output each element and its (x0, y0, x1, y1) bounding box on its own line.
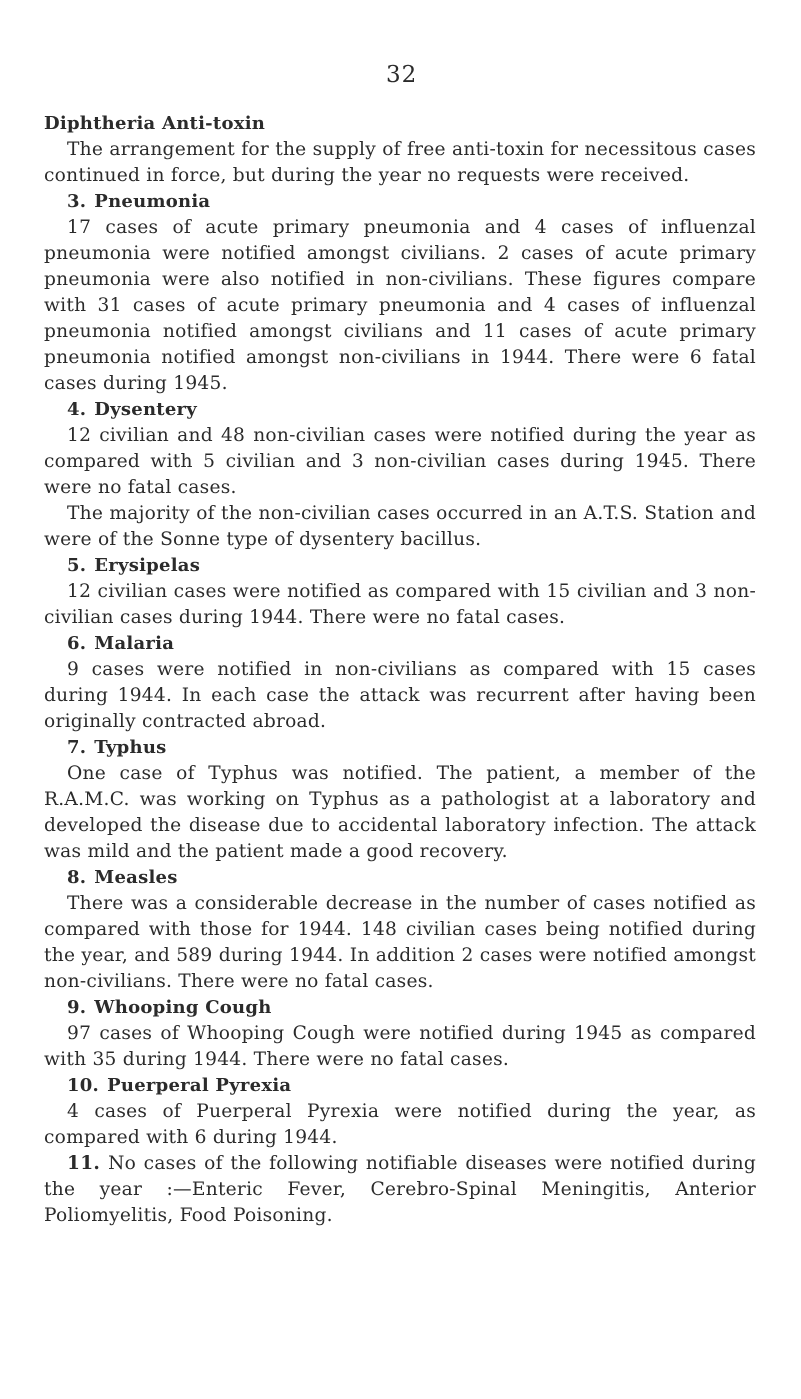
section-heading-puerperal-pyrexia (67, 1073, 756, 1099)
section-heading-pneumonia (67, 189, 756, 215)
section-heading-malaria (67, 631, 756, 657)
section-number: 3. (67, 191, 87, 212)
paragraph-text: No cases of the following notifiable diseases were notified during the year :—Enteric Fever, Cerebro-Spinal Meningitis, Anterior Poliomyelitis, Food Poisoning. (44, 1153, 756, 1226)
paragraph-erysipelas: 12 civilian cases were notified as compared with 15 civilian and 3 non-civilian cases during 1944. There were no fatal cases. (44, 581, 756, 628)
section-title: Whooping Cough (94, 997, 272, 1018)
paragraph-dysentery-1: 12 civilian and 48 non-civilian cases were notified during the year as compared with 5 civilian and 3 non-civilian cases during 1945. There were no fatal cases. (44, 425, 756, 498)
section-number: 8. (67, 867, 87, 888)
report-body (44, 111, 756, 1229)
section-number: 11. (67, 1153, 101, 1174)
section-number: 10. (67, 1075, 100, 1096)
section-title: Typhus (94, 737, 167, 758)
section-title: Erysipelas (94, 555, 201, 576)
section-title: Malaria (94, 633, 175, 654)
section-number: 9. (67, 997, 87, 1018)
section-number: 7. (67, 737, 87, 758)
paragraph-pneumonia: 17 cases of acute primary pneumonia and 4 cases of influenzal pneumonia were notified amongst civilians. 2 cases of acute primary pneumonia were also notified in non-civilians. These figures compare with 31 cases of acute primary pneumonia and 4 cases of influenzal pneumonia notified amongst civilians and 11 cases of acute primary pneumonia notified amongst non-civilians in 1944. There were 6 fatal cases during 1945. (44, 217, 756, 394)
section-heading-dysentery (67, 397, 756, 423)
paragraph-other-diseases (44, 1151, 756, 1229)
section-heading-whooping-cough (67, 995, 756, 1021)
section-number: 4. (67, 399, 87, 420)
section-title: Puerperal Pyrexia (107, 1075, 292, 1096)
paragraph-diphtheria: The arrangement for the supply of free anti-toxin for necessitous cases continued in force, but during the year no requests were received. (44, 139, 756, 186)
paragraph-typhus: One case of Typhus was notified. The patient, a member of the R.A.M.C. was working on Typhus as a pathologist at a laboratory and developed the disease due to accidental laboratory infection. The attack was mild and the patient made a good recovery. (44, 763, 756, 862)
section-heading-typhus (67, 735, 756, 761)
paragraph-malaria: 9 cases were notified in non-civilians as compared with 15 cases during 1944. In each case the attack was recurrent after having been originally contracted abroad. (44, 659, 756, 732)
paragraph-whooping-cough: 97 cases of Whooping Cough were notified during 1945 as compared with 35 during 1944. There were no fatal cases. (44, 1023, 756, 1070)
section-title: Pneumonia (94, 191, 211, 212)
section-heading-erysipelas (67, 553, 756, 579)
paragraph-measles: There was a considerable decrease in the number of cases notified as compared with those for 1944. 148 civilian cases being notified during the year, and 589 during 1944. In addition 2 cases were notified amongst non-civilians. There were no fatal cases. (44, 893, 756, 992)
section-heading-measles (67, 865, 756, 891)
section-number: 5. (67, 555, 87, 576)
page-number: 32 (386, 62, 418, 88)
section-heading-diphtheria: Diphtheria Anti-toxin (44, 113, 266, 134)
section-title: Dysentery (94, 399, 197, 420)
paragraph-dysentery-2: The majority of the non-civilian cases occurred in an A.T.S. Station and were of the Sonne type of dysentery bacillus. (44, 503, 756, 550)
section-number: 6. (67, 633, 87, 654)
paragraph-puerperal-pyrexia: 4 cases of Puerperal Pyrexia were notified during the year, as compared with 6 during 1944. (44, 1101, 756, 1148)
section-title: Measles (94, 867, 178, 888)
